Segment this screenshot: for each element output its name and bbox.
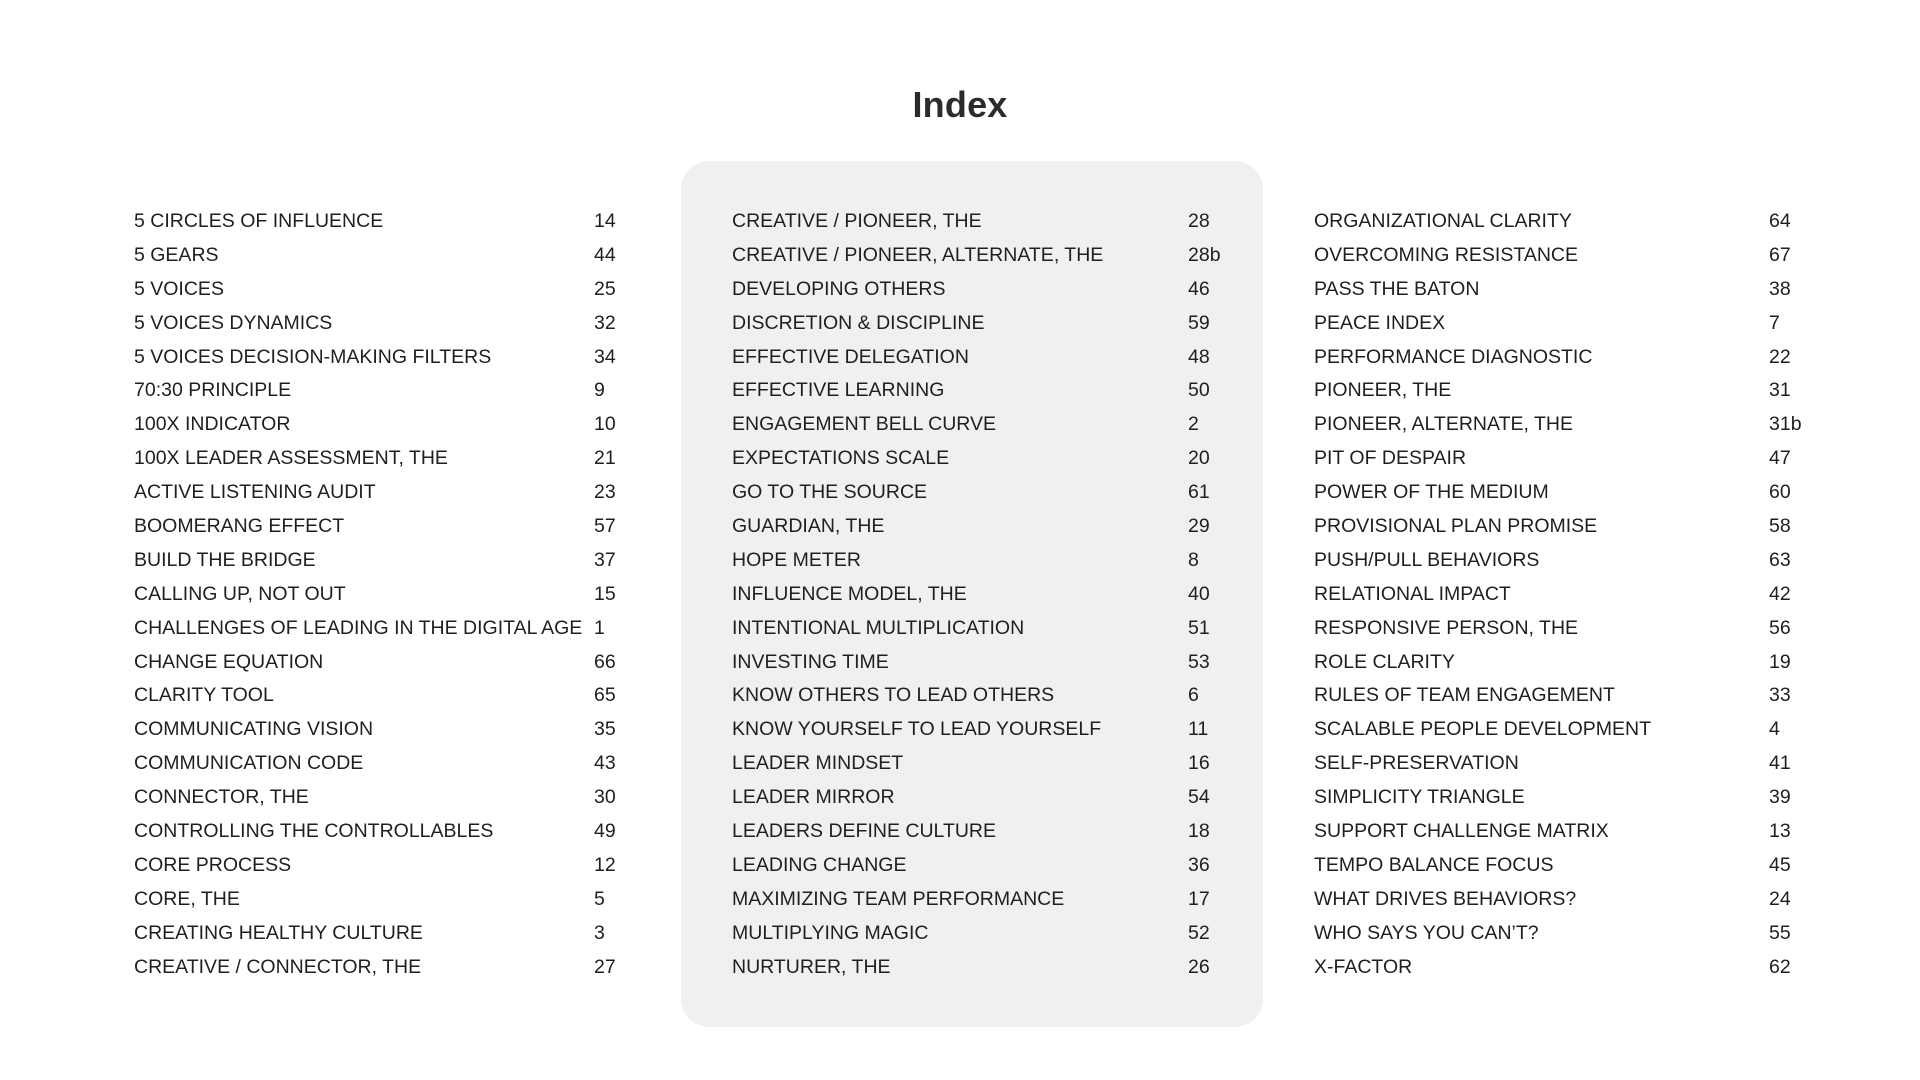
index-page-number: 59 — [1188, 311, 1210, 334]
index-entry — [134, 478, 634, 512]
index-page-number: 19 — [1769, 650, 1791, 673]
index-term: DISCRETION & DISCIPLINE — [732, 311, 985, 334]
index-term: LEADER MINDSET — [732, 752, 904, 775]
index-entry — [134, 885, 634, 919]
index-entry — [1314, 444, 1814, 478]
index-term: PIONEER, THE — [1314, 379, 1452, 402]
index-entry — [732, 376, 1232, 410]
index-term: ORGANIZATIONAL CLARITY — [1314, 210, 1572, 232]
index-entry — [134, 275, 634, 309]
page-title: Index — [912, 84, 1008, 125]
index-entry — [732, 953, 1232, 987]
index-term: INFLUENCE MODEL, THE — [732, 582, 967, 605]
index-term: RELATIONAL IMPACT — [1314, 582, 1511, 605]
index-term: CREATING HEALTHY CULTURE — [134, 921, 423, 944]
index-term: 5 CIRCLES OF INFLUENCE — [134, 210, 384, 232]
index-page-number: 44 — [594, 243, 616, 266]
index-entry — [1314, 953, 1814, 987]
index-term: WHAT DRIVES BEHAVIORS? — [1314, 887, 1577, 910]
index-entry — [1314, 648, 1814, 682]
index-term: RESPONSIVE PERSON, THE — [1314, 616, 1579, 639]
index-term: INTENTIONAL MULTIPLICATION — [732, 616, 1025, 639]
index-entry — [1314, 546, 1814, 580]
index-page-number: 1 — [594, 616, 605, 639]
index-page-number: 48 — [1188, 345, 1210, 368]
index-entry — [1314, 275, 1814, 309]
index-page-number: 30 — [594, 786, 616, 809]
index-entry — [134, 207, 634, 241]
index-term: ROLE CLARITY — [1314, 650, 1455, 673]
index-entry — [732, 512, 1232, 546]
index-page-number: 41 — [1769, 752, 1791, 775]
index-entry — [134, 715, 634, 749]
index-entry — [732, 919, 1232, 953]
index-entry — [1314, 207, 1814, 241]
index-entry — [134, 749, 634, 783]
index-page-number: 28b — [1188, 243, 1221, 266]
index-page-number: 45 — [1769, 853, 1791, 876]
index-page-number: 31b — [1769, 413, 1802, 436]
index-term: SELF-PRESERVATION — [1314, 752, 1519, 775]
index-page-number: 32 — [594, 311, 616, 334]
index-page-number: 58 — [1769, 515, 1791, 538]
index-entry — [134, 783, 634, 817]
index-entry — [134, 681, 634, 715]
index-term: 100X INDICATOR — [134, 413, 291, 436]
index-page-number: 33 — [1769, 684, 1791, 707]
index-entry — [1314, 512, 1814, 546]
index-page-number: 64 — [1769, 210, 1791, 232]
index-page-number: 4 — [1769, 718, 1780, 741]
index-entry — [134, 512, 634, 546]
index-entry — [134, 648, 634, 682]
index-entry — [134, 614, 634, 648]
index-page-number: 65 — [594, 684, 616, 707]
index-entry — [1314, 309, 1814, 343]
index-term: BOOMERANG EFFECT — [134, 515, 345, 538]
index-term: PUSH/PULL BEHAVIORS — [1314, 548, 1540, 571]
index-page-number: 47 — [1769, 447, 1791, 470]
index-term: BUILD THE BRIDGE — [134, 548, 316, 571]
index-term: 5 VOICES DYNAMICS — [134, 311, 333, 334]
index-entry — [732, 648, 1232, 682]
index-entry — [732, 546, 1232, 580]
index-page-number: 60 — [1769, 481, 1791, 504]
index-entry — [732, 410, 1232, 444]
index-entry — [1314, 817, 1814, 851]
index-entry — [1314, 410, 1814, 444]
index-page-number: 18 — [1188, 820, 1210, 843]
index-page-number: 27 — [594, 955, 616, 978]
index-term: GUARDIAN, THE — [732, 515, 885, 538]
index-term: HOPE METER — [732, 548, 861, 571]
index-term: SUPPORT CHALLENGE MATRIX — [1314, 820, 1609, 843]
index-entry — [732, 478, 1232, 512]
index-term: PEACE INDEX — [1314, 311, 1446, 334]
index-page-number: 53 — [1188, 650, 1210, 673]
index-term: OVERCOMING RESISTANCE — [1314, 243, 1579, 266]
index-entry — [134, 546, 634, 580]
index-entry — [1314, 241, 1814, 275]
index-term: CREATIVE / CONNECTOR, THE — [134, 955, 422, 978]
index-page-number: 23 — [594, 481, 616, 504]
index-page-number: 3 — [594, 921, 605, 944]
index-page-number: 11 — [1188, 718, 1209, 741]
index-entry — [134, 817, 634, 851]
index-entry — [134, 444, 634, 478]
index-entry — [1314, 376, 1814, 410]
index-page-number: 8 — [1188, 548, 1199, 571]
index-term: RULES OF TEAM ENGAGEMENT — [1314, 684, 1615, 707]
index-page-number: 6 — [1188, 684, 1199, 707]
index-entry — [1314, 343, 1814, 377]
index-entry — [134, 376, 634, 410]
index-entry — [1314, 783, 1814, 817]
index-page-number: 25 — [594, 277, 616, 300]
index-page-number: 66 — [594, 650, 616, 673]
index-entry — [1314, 580, 1814, 614]
index-term: CREATIVE / PIONEER, THE — [732, 210, 982, 232]
index-column-2 — [732, 207, 1232, 986]
index-page-number: 55 — [1769, 921, 1791, 944]
index-entry — [1314, 749, 1814, 783]
index-term: PASS THE BATON — [1314, 277, 1480, 300]
index-entry — [732, 715, 1232, 749]
index-term: GO TO THE SOURCE — [732, 481, 928, 504]
index-term: ENGAGEMENT BELL CURVE — [732, 413, 997, 436]
index-term: LEADER MIRROR — [732, 786, 895, 809]
index-entry — [134, 580, 634, 614]
index-entry — [134, 410, 634, 444]
index-page-number: 67 — [1769, 243, 1791, 266]
index-entry — [732, 885, 1232, 919]
index-page-number: 38 — [1769, 277, 1791, 300]
index-term: TEMPO BALANCE FOCUS — [1314, 853, 1554, 876]
index-term: SCALABLE PEOPLE DEVELOPMENT — [1314, 718, 1652, 741]
index-entry — [134, 851, 634, 885]
index-page-number: 37 — [594, 548, 616, 571]
index-page-number: 50 — [1188, 379, 1210, 402]
index-page-number: 63 — [1769, 548, 1791, 571]
index-page-number: 36 — [1188, 853, 1210, 876]
index-term: KNOW OTHERS TO LEAD OTHERS — [732, 684, 1055, 707]
index-term: PIT OF DESPAIR — [1314, 447, 1467, 470]
index-term: INVESTING TIME — [732, 650, 889, 673]
index-term: CLARITY TOOL — [134, 684, 274, 707]
index-term: CORE PROCESS — [134, 853, 292, 876]
index-page-number: 24 — [1769, 887, 1791, 910]
index-column-1 — [134, 207, 634, 986]
index-page-number: 12 — [594, 853, 616, 876]
index-page-number: 31 — [1769, 379, 1791, 402]
index-term: CALLING UP, NOT OUT — [134, 582, 346, 605]
index-page-number: 61 — [1188, 481, 1210, 504]
index-page-number: 26 — [1188, 955, 1210, 978]
index-entry — [732, 343, 1232, 377]
index-entry — [1314, 614, 1814, 648]
index-entry — [732, 749, 1232, 783]
index-page-number: 39 — [1769, 786, 1791, 809]
index-term: EFFECTIVE DELEGATION — [732, 345, 969, 368]
index-page-number: 49 — [594, 820, 616, 843]
index-term: LEADING CHANGE — [732, 853, 907, 876]
index-entry — [732, 275, 1232, 309]
index-entry — [732, 241, 1232, 275]
index-page-number: 17 — [1188, 887, 1210, 910]
index-term: X-FACTOR — [1314, 955, 1413, 978]
index-term: CONNECTOR, THE — [134, 786, 309, 809]
index-entry — [732, 580, 1232, 614]
index-page-number: 51 — [1188, 616, 1210, 639]
index-term: PROVISIONAL PLAN PROMISE — [1314, 515, 1598, 538]
index-term: 70:30 PRINCIPLE — [134, 379, 292, 402]
index-page-number: 35 — [594, 718, 616, 741]
index-page-number: 34 — [594, 345, 616, 368]
index-term: DEVELOPING OTHERS — [732, 277, 946, 300]
index-page-number: 16 — [1188, 752, 1210, 775]
index-term: MULTIPLYING MAGIC — [732, 921, 929, 944]
index-page-number: 40 — [1188, 582, 1210, 605]
index-page-number: 7 — [1769, 311, 1780, 334]
index-page-number: 14 — [594, 210, 616, 232]
index-term: CONTROLLING THE CONTROLLABLES — [134, 820, 494, 843]
index-entry — [1314, 681, 1814, 715]
index-page-number: 2 — [1188, 413, 1199, 436]
index-entry — [134, 953, 634, 987]
index-entry — [732, 817, 1232, 851]
index-entry — [732, 614, 1232, 648]
index-entry — [732, 681, 1232, 715]
index-term: CORE, THE — [134, 887, 240, 910]
index-term: CHALLENGES OF LEADING IN THE DIGITAL AGE — [134, 616, 583, 639]
index-page-number: 43 — [594, 752, 616, 775]
index-entry — [1314, 919, 1814, 953]
index-term: NURTURER, THE — [732, 955, 891, 978]
index-entry — [1314, 715, 1814, 749]
index-term: SIMPLICITY TRIANGLE — [1314, 786, 1525, 809]
index-entry — [732, 444, 1232, 478]
index-term: ACTIVE LISTENING AUDIT — [134, 481, 376, 504]
index-term: LEADERS DEFINE CULTURE — [732, 820, 997, 843]
index-entry — [134, 343, 634, 377]
index-term: KNOW YOURSELF TO LEAD YOURSELF — [732, 718, 1102, 741]
index-term: PIONEER, ALTERNATE, THE — [1314, 413, 1573, 436]
index-term: COMMUNICATING VISION — [134, 718, 374, 741]
index-term: 100X LEADER ASSESSMENT, THE — [134, 447, 448, 470]
index-term: WHO SAYS YOU CAN’T? — [1314, 921, 1539, 944]
index-page-number: 42 — [1769, 582, 1791, 605]
index-page-number: 20 — [1188, 447, 1210, 470]
index-entry — [732, 309, 1232, 343]
index-entry — [732, 783, 1232, 817]
index-column-3 — [1314, 207, 1814, 986]
index-term: 5 GEARS — [134, 243, 219, 266]
index-entry — [134, 309, 634, 343]
index-page-number: 62 — [1769, 955, 1791, 978]
index-page-number: 28 — [1188, 210, 1210, 232]
index-term: CREATIVE / PIONEER, ALTERNATE, THE — [732, 243, 1104, 266]
index-term: MAXIMIZING TEAM PERFORMANCE — [732, 887, 1065, 910]
index-page-number: 10 — [594, 413, 616, 436]
index-page-number: 15 — [594, 582, 616, 605]
index-page-number: 56 — [1769, 616, 1791, 639]
index-term: 5 VOICES — [134, 277, 224, 300]
index-page-number: 54 — [1188, 786, 1210, 809]
index-entry — [732, 207, 1232, 241]
index-term: COMMUNICATION CODE — [134, 752, 364, 775]
index-page-number: 9 — [594, 379, 605, 402]
index-term: CHANGE EQUATION — [134, 650, 324, 673]
index-term: PERFORMANCE DIAGNOSTIC — [1314, 345, 1593, 368]
index-page-number: 29 — [1188, 515, 1210, 538]
index-entry — [1314, 885, 1814, 919]
index-page-number: 5 — [594, 887, 605, 910]
index-entry — [1314, 478, 1814, 512]
index-page-number: 57 — [594, 515, 616, 538]
index-page-number: 22 — [1769, 345, 1791, 368]
index-term: EFFECTIVE LEARNING — [732, 379, 945, 402]
index-entry — [134, 919, 634, 953]
index-page-number: 46 — [1188, 277, 1210, 300]
index-page-number: 21 — [594, 447, 616, 470]
index-term: POWER OF THE MEDIUM — [1314, 481, 1549, 504]
index-term: EXPECTATIONS SCALE — [732, 447, 950, 470]
index-entry — [134, 241, 634, 275]
index-entry — [1314, 851, 1814, 885]
index-entry — [732, 851, 1232, 885]
index-page-number: 13 — [1769, 820, 1791, 843]
index-term: 5 VOICES DECISION-MAKING FILTERS — [134, 345, 492, 368]
index-page-number: 52 — [1188, 921, 1210, 944]
